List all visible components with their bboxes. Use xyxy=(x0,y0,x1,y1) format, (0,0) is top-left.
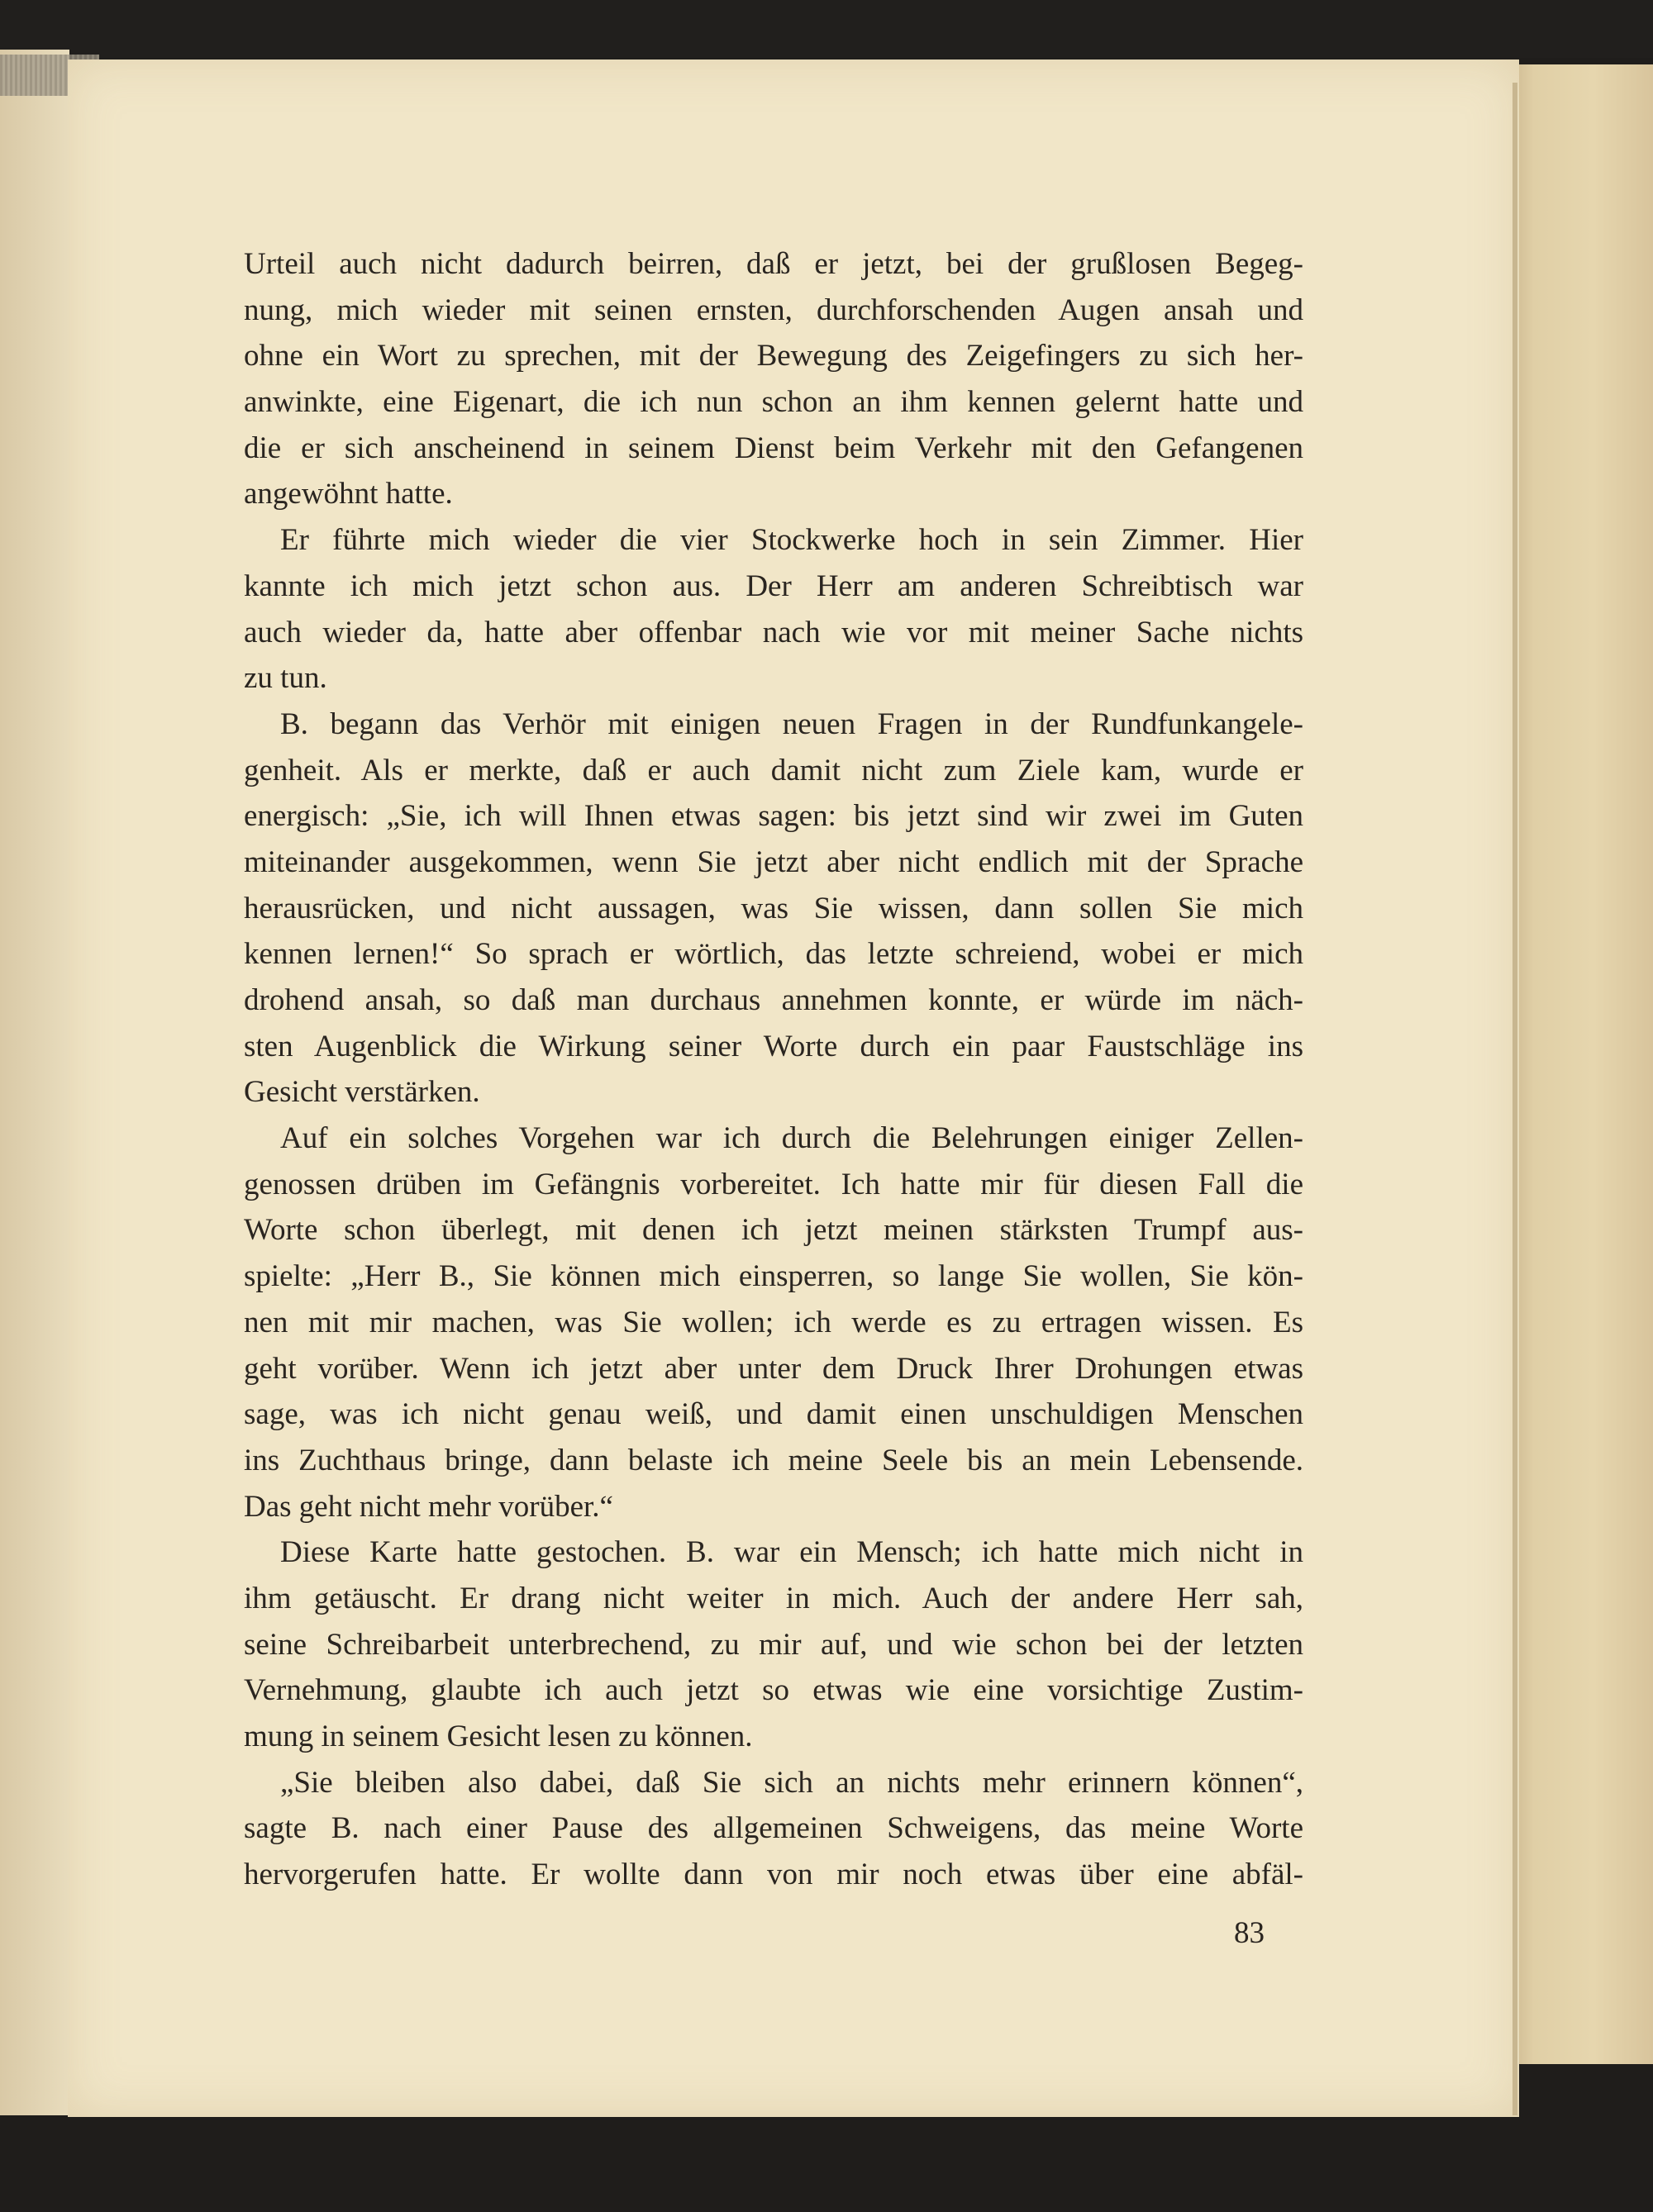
text-line: miteinander ausgekommen, wenn Sie jetzt aber nicht endlich mit der Sprache xyxy=(244,844,1303,879)
body-text xyxy=(244,241,1303,1898)
text-line: B. begann das Verhör mit einigen neuen Fragen in der Rundfunkangele- xyxy=(280,706,1303,741)
text-line: zu tun. xyxy=(244,661,327,696)
text-line: sagte B. nach einer Pause des allgemeinen Schweigens, das meine Worte xyxy=(244,1811,1303,1846)
text-line: Worte schon überlegt, mit denen ich jetzt meinen stärksten Trumpf aus- xyxy=(244,1213,1303,1248)
text-line: kannte ich mich jetzt schon aus. Der Herr am anderen Schreibtisch war xyxy=(244,568,1303,603)
text-line: sten Augenblick die Wirkung seiner Worte durch ein paar Faustschläge ins xyxy=(244,1029,1303,1063)
text-line: auch wieder da, hatte aber offenbar nach wie vor mit meiner Sache nichts xyxy=(244,615,1303,649)
page-edge xyxy=(1512,83,1517,2115)
book-page-stack xyxy=(1504,64,1653,2064)
text-line: Er führte mich wieder die vier Stockwerke hoch in sein Zimmer. Hier xyxy=(280,523,1303,558)
text-line: angewöhnt hatte. xyxy=(244,477,453,511)
text-line: seine Schreibarbeit unterbrechend, zu mir auf, und wie schon bei der letzten xyxy=(244,1627,1303,1662)
text-line: hervorgerufen hatte. Er wollte dann von mir noch etwas über eine abfäl- xyxy=(244,1858,1303,1892)
text-line: mung in seinem Gesicht lesen zu können. xyxy=(244,1720,753,1753)
text-line: Das geht nicht mehr vorüber.“ xyxy=(244,1489,613,1524)
text-line: kennen lernen!“ So sprach er wörtlich, das letzte schreiend, wobei er mich xyxy=(244,937,1303,972)
text-line: Diese Karte hatte gestochen. B. war ein Mensch; ich hatte mich nicht in xyxy=(280,1535,1303,1570)
page-number: 83 xyxy=(1234,1916,1265,1950)
text-line: sage, was ich nicht genau weiß, und damit einen unschuldigen Menschen xyxy=(244,1397,1303,1432)
text-line: spielte: „Herr B., Sie können mich einsperren, so lange Sie wollen, Sie kön- xyxy=(244,1259,1303,1294)
text-line: Gesicht verstärken. xyxy=(244,1075,480,1110)
text-line: drohend ansah, so daß man durchaus annehmen konnte, er würde im näch- xyxy=(244,983,1303,1017)
text-line: ihm getäuscht. Er drang nicht weiter in mich. Auch der andere Herr sah, xyxy=(244,1581,1303,1615)
text-line: „Sie bleiben also dabei, daß Sie sich an nichts mehr erinnern können“, xyxy=(280,1765,1303,1800)
text-line: die er sich anscheinend in seinem Dienst beim Verkehr mit den Gefangenen xyxy=(244,431,1303,465)
scan-background-top xyxy=(0,0,1653,58)
text-line: Vernehmung, glaubte ich auch jetzt so etwas wie eine vorsichtige Zustim- xyxy=(244,1673,1303,1708)
text-line: genheit. Als er merkte, daß er auch damit nicht zum Ziele kam, wurde er xyxy=(244,753,1303,787)
text-line: geht vorüber. Wenn ich jetzt aber unter dem Druck Ihrer Drohungen etwas xyxy=(244,1351,1303,1386)
text-line: Urteil auch nicht dadurch beirren, daß er jetzt, bei der grußlosen Begeg- xyxy=(244,247,1303,281)
text-line: ins Zuchthaus bringe, dann belaste ich meine Seele bis an mein Lebensende. xyxy=(244,1443,1303,1477)
text-line: genossen drüben im Gefängnis vorbereitet. Ich hatte mir für diesen Fall die xyxy=(244,1167,1303,1201)
text-line: Auf ein solches Vorgehen war ich durch die Belehrungen einiger Zellen- xyxy=(280,1121,1303,1156)
text-line: nen mit mir machen, was Sie wollen; ich werde es zu ertragen wissen. Es xyxy=(244,1305,1303,1339)
text-line: anwinkte, eine Eigenart, die ich nun schon an ihm kennen gelernt hatte und xyxy=(244,385,1303,420)
text-line: herausrücken, und nicht aussagen, was Sie wissen, dann sollen Sie mich xyxy=(244,891,1303,925)
text-line: energisch: „Sie, ich will Ihnen etwas sagen: bis jetzt sind wir zwei im Guten xyxy=(244,799,1303,834)
text-line: ohne ein Wort zu sprechen, mit der Bewegung des Zeigefingers zu sich her- xyxy=(244,339,1303,373)
facing-page-edge xyxy=(0,50,69,2115)
text-line: nung, mich wieder mit seinen ernsten, durchforschenden Augen ansah und xyxy=(244,293,1303,327)
